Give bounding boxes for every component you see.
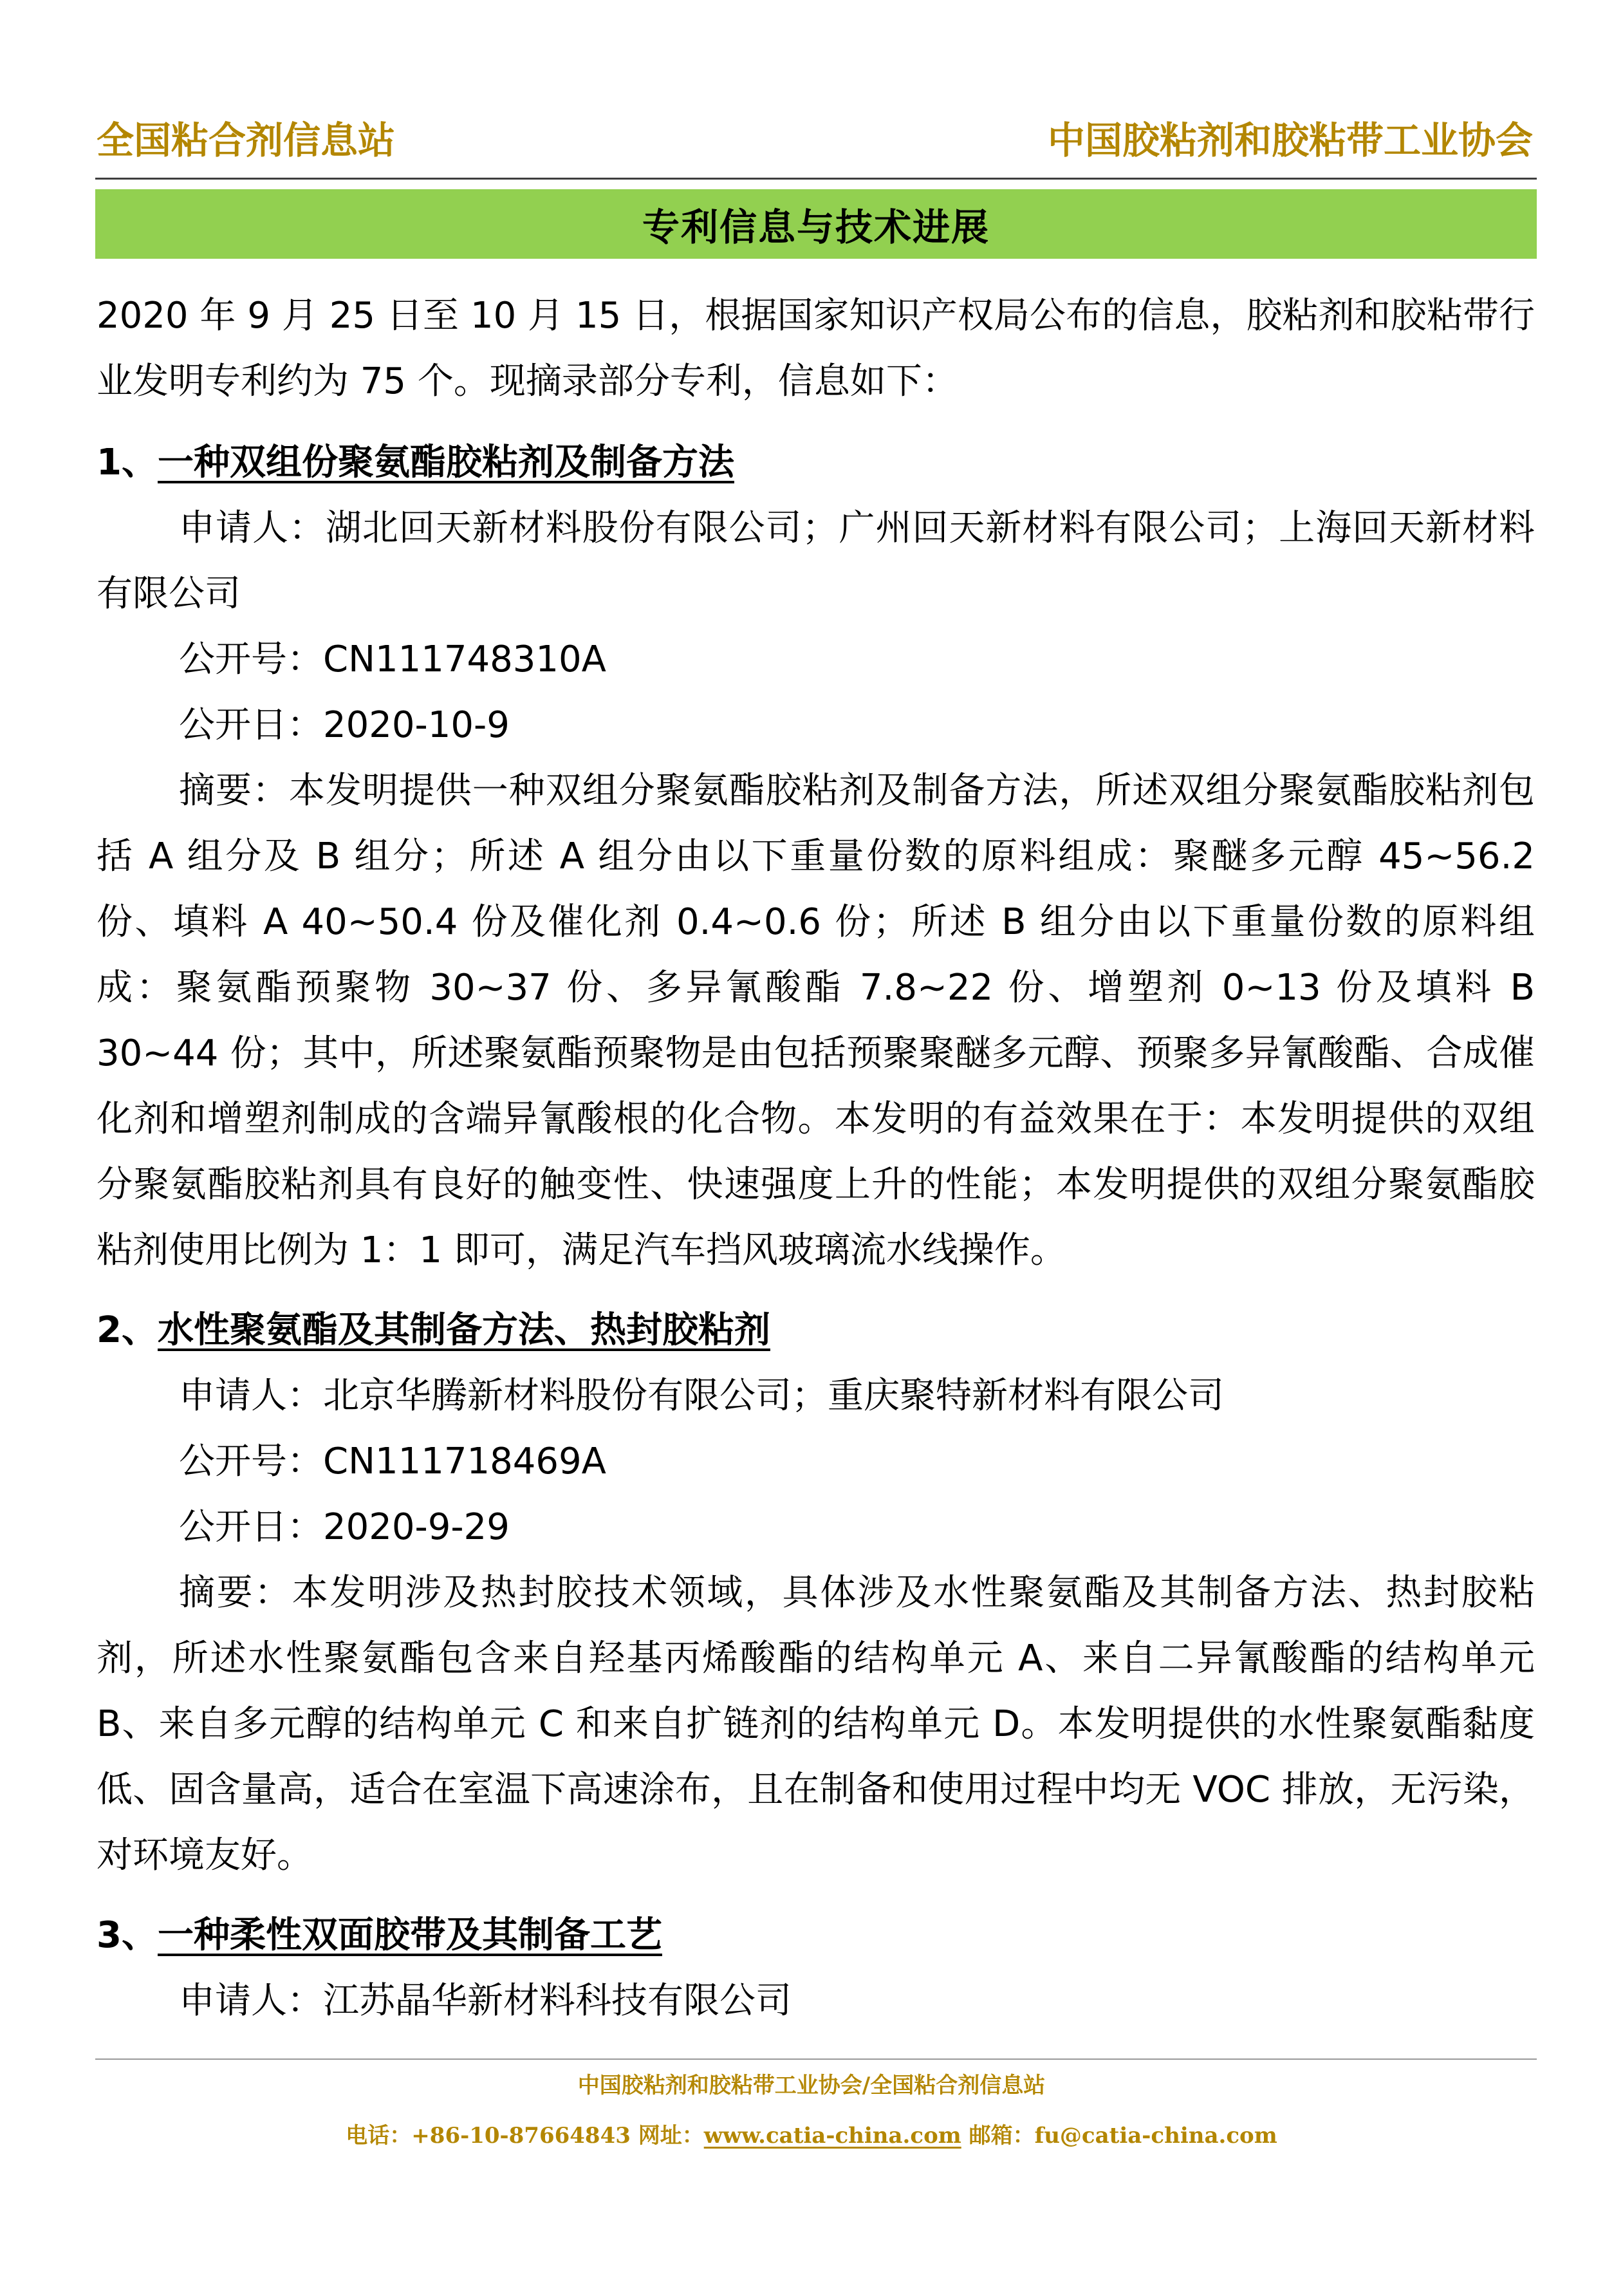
patent-number: 1、 [97,442,158,483]
footer-email[interactable]: fu@catia-china.com [1034,2123,1277,2149]
header-association-name: 中国胶粘剂和胶粘带工业协会 [1047,118,1533,162]
patent-title-1 [97,430,1535,496]
patent-entry-1 [97,430,1535,1283]
patent-publication-number: 公开号：CN111718469A [179,1441,606,1482]
patent-number: 2、 [97,1309,158,1351]
patent-abstract: 摘要：本发明提供一种双组分聚氨酯胶粘剂及制备方法，所述双组分聚氨酯胶粘剂包括 A 组分及 B 组分；所述 A 组分由以下重量份数的原料组成：聚醚多元醇 45~56.2 份、填料 A 40~50.4 份及催化剂 0.4~0.6 份；所述 B 组分由以下重量份数的原料组成：聚氨酯预聚物 30~37 份、多异氰酸酯 7.8~22 份、增塑剂 0~13 份及填料 B 30~44 份；其中，所述聚氨酯预聚物是由包括预聚聚醚多元醇、预聚多异氰酸酯、合成催化剂和增塑剂制成的含端异氰酸根的化合物。本发明的有益效果在于：本发明提供的双组分聚氨酯胶粘剂具有良好的触变性、快速强度上升的性能；本发明提供的双组分聚氨酯胶粘剂使用比例为 1：1 即可，满足汽车挡风玻璃流水线操作。 [97,770,1535,1271]
patent-publication-date: 公开日：2020-10-9 [179,704,510,746]
patent-title-text: 一种双组份聚氨酯胶粘剂及制备方法 [157,442,734,483]
section-banner [95,189,1537,259]
header-site-name: 全国粘合剂信息站 [97,118,396,162]
patent-title-text: 水性聚氨酯及其制备方法、热封胶粘剂 [157,1309,770,1351]
patent-title-text: 一种柔性双面胶带及其制备工艺 [157,1914,662,1956]
footer-divider [95,2058,1537,2060]
footer-phone: 电话：+86-10-87664843 网址： [346,2123,704,2149]
patent-number: 3、 [97,1914,158,1956]
patent-applicant: 申请人：江苏晶华新材料科技有限公司 [179,1980,792,2022]
footer-email-label: 邮箱： [961,2123,1035,2149]
patent-title-3 [97,1903,1535,1968]
footer-organization: 中国胶粘剂和胶粘带工业协会/全国粘合剂信息站 [577,2073,1046,2098]
document-body [97,283,1535,2034]
patent-abstract: 摘要：本发明涉及热封胶技术领域，具体涉及水性聚氨酯及其制备方法、热封胶粘剂，所述水性聚氨酯包含来自羟基丙烯酸酯的结构单元 A、来自二异氰酸酯的结构单元 B、来自多元醇的结构单元 C 和来自扩链剂的结构单元 D。本发明提供的水性聚氨酯黏度低、固含量高，适合在室温下高速涂布，且在制备和使用过程中均无 VOC 排放，无污染，对环境友好。 [97,1572,1535,1876]
footer-website-link[interactable]: www.catia-china.com [703,2123,961,2149]
banner-title: 专利信息与技术进展 [642,205,990,249]
patent-publication-number: 公开号：CN111748310A [179,639,606,680]
patent-entry-2 [97,1298,1535,1889]
patent-entry-3 [97,1903,1535,2034]
intro-paragraph: 2020 年 9 月 25 日至 10 月 15 日，根据国家知识产权局公布的信息，胶粘剂和胶粘带行业发明专利约为 75 个。现摘录部分专利，信息如下： [97,295,1535,402]
patent-title-2 [97,1298,1535,1363]
patent-publication-date: 公开日：2020-9-29 [179,1506,510,1548]
footer-contact [0,2118,1623,2149]
patent-applicant: 申请人：北京华腾新材料股份有限公司；重庆聚特新材料有限公司 [179,1375,1224,1417]
patent-applicant: 申请人：湖北回天新材料股份有限公司；广州回天新材料有限公司；上海回天新材料有限公司 [97,507,1535,615]
header-divider [95,178,1537,180]
